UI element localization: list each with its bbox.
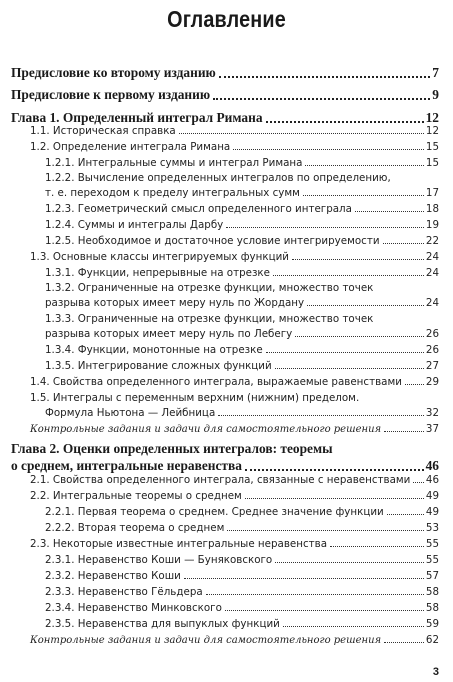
toc-chapter-2[interactable]	[11, 458, 439, 474]
toc-page-number: 12	[425, 125, 439, 137]
toc-section-1-2-3[interactable]	[45, 203, 439, 215]
toc-section-1-3-3[interactable]	[45, 328, 439, 340]
toc-section-1-2-2[interactable]	[45, 187, 439, 199]
toc-page-number: 24	[425, 251, 439, 263]
toc-page-number: 27	[425, 360, 439, 372]
toc-section-1-2-1[interactable]	[45, 157, 439, 169]
toc-page-number: 49	[425, 490, 439, 502]
toc-page-number: 18	[425, 203, 439, 215]
toc-entry-label: 1.3.1. Функции, непрерывные на отрезке	[45, 267, 270, 279]
dot-leader	[227, 530, 424, 531]
dot-leader	[405, 384, 424, 385]
toc-page-number: 62	[425, 634, 439, 646]
dot-leader	[179, 133, 424, 134]
toc-entry-label: Контрольные задания и задачи для самостоятельного решения	[30, 424, 382, 435]
toc-entry-preface-2nd[interactable]	[11, 65, 439, 81]
toc-page-number: 58	[425, 602, 439, 614]
toc-entry-preface-1st[interactable]	[11, 87, 439, 103]
toc-entry-label: 2.3.4. Неравенство Минковского	[45, 602, 222, 614]
toc-entry-label: 2.3.3. Неравенство Гёльдера	[45, 586, 203, 598]
toc-entry-label: 2.2.1. Первая теорема о среднем. Среднее значение функции	[45, 506, 384, 518]
dot-leader	[355, 211, 424, 212]
dot-leader	[275, 562, 424, 563]
toc-section-2-3-4[interactable]	[45, 602, 439, 614]
dot-leader	[245, 498, 424, 499]
toc-section-1-3-2[interactable]	[45, 297, 439, 309]
toc-page-number: 17	[425, 187, 439, 199]
dot-leader	[233, 149, 424, 150]
toc-entry-label: разрыва которых имеет меру нуль по Жордану	[45, 297, 305, 309]
toc-chapter-1[interactable]	[11, 110, 439, 126]
dot-leader	[206, 594, 424, 595]
toc-entry-label: 1.2.4. Суммы и интегралы Дарбу	[45, 219, 224, 231]
toc-page-number: 53	[425, 522, 439, 534]
dot-leader	[307, 305, 424, 306]
toc-section-1-2-5[interactable]	[45, 235, 439, 247]
toc-entry-label: 2.3. Некоторые известные интегральные неравенства	[30, 538, 328, 550]
toc-section-1-5-line1: 1.5. Интегралы с переменным верхним (нижним) пределом.	[30, 392, 360, 404]
dot-leader	[387, 514, 424, 515]
toc-entry-label: 1.3. Основные классы интегрируемых функций	[30, 251, 289, 263]
toc-entry-label: 1.2.5. Необходимое и достаточное условие интегрируемости	[45, 235, 380, 247]
toc-page-number: 46	[425, 474, 439, 486]
toc-section-2-1[interactable]	[30, 474, 439, 486]
toc-entry-label: Предисловие ко второму изданию	[11, 65, 216, 80]
toc-section-2-3-2[interactable]	[45, 570, 439, 582]
dot-leader	[384, 431, 424, 432]
toc-section-1-4[interactable]	[30, 376, 439, 388]
toc-page-number: 26	[425, 328, 439, 340]
toc-section-2-2-2[interactable]	[45, 522, 439, 534]
toc-page-number: 59	[425, 618, 439, 630]
toc-entry-label: 1.2.1. Интегральные суммы и интеграл Римана	[45, 157, 303, 169]
dot-leader	[266, 352, 424, 353]
toc-page-number: 29	[425, 376, 439, 388]
dot-leader	[384, 642, 424, 643]
toc-control-tasks-1[interactable]	[30, 423, 439, 435]
toc-page-number: 12	[425, 110, 439, 125]
toc-section-2-3-5[interactable]	[45, 618, 439, 630]
dot-leader	[273, 275, 424, 276]
toc-section-2-2-1[interactable]	[45, 506, 439, 518]
page-title: Оглавление	[167, 6, 286, 32]
toc-section-1-2[interactable]	[30, 141, 439, 153]
dot-leader	[295, 336, 424, 337]
toc-entry-label: 2.3.2. Неравенство Коши	[45, 570, 181, 582]
dot-leader	[413, 482, 424, 483]
toc-entry-label: 2.3.1. Неравенство Коши — Буняковского	[45, 554, 273, 566]
toc-page-number: 15	[425, 141, 439, 153]
toc-section-2-3-3[interactable]	[45, 586, 439, 598]
toc-section-1-1[interactable]	[30, 125, 439, 137]
dot-leader	[266, 121, 424, 123]
toc-section-1-3-2-line1: 1.3.2. Ограниченные на отрезке функции, множество точек	[45, 282, 374, 294]
toc-entry-label: 2.3.5. Неравенства для выпуклых функций	[45, 618, 280, 630]
toc-section-2-2[interactable]	[30, 490, 439, 502]
toc-section-2-3[interactable]	[30, 538, 439, 550]
toc-page-number: 55	[425, 538, 439, 550]
toc-page-number: 9	[432, 87, 439, 102]
page-number: 3	[432, 666, 439, 678]
toc-entry-label: Контрольные задания и задачи для самостоятельного решения	[30, 635, 382, 646]
dot-leader	[330, 546, 424, 547]
dot-leader	[292, 259, 424, 260]
toc-entry-label: разрыва которых имеет меру нуль по Лебегу	[45, 328, 293, 340]
dot-leader	[275, 368, 424, 369]
dot-leader	[383, 243, 424, 244]
toc-entry-label: т. е. переходом к пределу интегральных сумм	[45, 187, 300, 199]
toc-section-1-3-4[interactable]	[45, 344, 439, 356]
toc-entry-label: Формула Ньютона — Лейбница	[45, 407, 216, 419]
toc-page-number: 26	[425, 344, 439, 356]
toc-page-number: 57	[425, 570, 439, 582]
toc-entry-label: 1.4. Свойства определенного интеграла, выражаемые равенствами	[30, 376, 402, 388]
toc-entry-label: 2.2. Интегральные теоремы о среднем	[30, 490, 242, 502]
dot-leader	[226, 227, 424, 228]
toc-page-number: 7	[432, 65, 439, 80]
dot-leader	[283, 626, 424, 627]
toc-section-1-2-2-line1: 1.2.2. Вычисление определенных интегралов по определению,	[45, 172, 391, 184]
dot-leader	[225, 610, 424, 611]
toc-entry-label: 1.1. Историческая справка	[30, 125, 176, 137]
toc-entry-label: Глава 1. Определенный интеграл Римана	[11, 110, 263, 125]
toc-section-1-3[interactable]	[30, 251, 439, 263]
toc-page-number: 37	[425, 423, 439, 435]
dot-leader	[245, 469, 424, 471]
toc-page-number: 58	[425, 586, 439, 598]
toc-section-1-3-5[interactable]	[45, 360, 439, 372]
toc-section-2-3-1[interactable]	[45, 554, 439, 566]
toc-page-number: 24	[425, 297, 439, 309]
toc-page-number: 19	[425, 219, 439, 231]
dot-leader	[305, 165, 423, 166]
toc-page-number: 22	[425, 235, 439, 247]
toc-entry-label: 2.1. Свойства определенного интеграла, связанные с неравенствами	[30, 474, 411, 486]
toc-section-1-2-4[interactable]	[45, 219, 439, 231]
toc-page-number: 32	[425, 407, 439, 419]
toc-page-number: 49	[425, 506, 439, 518]
toc-entry-label: 1.3.4. Функции, монотонные на отрезке	[45, 344, 263, 356]
toc-control-tasks-2[interactable]	[30, 634, 439, 646]
toc-page-number: 15	[425, 157, 439, 169]
toc-section-1-3-1[interactable]	[45, 267, 439, 279]
toc-section-1-5[interactable]	[45, 407, 439, 419]
toc-entry-label: о среднем, интегральные неравенства	[11, 458, 242, 473]
dot-leader	[219, 76, 431, 78]
toc-entry-label: 1.3.5. Интегрирование сложных функций	[45, 360, 272, 372]
dot-leader	[218, 415, 424, 416]
toc-page-number: 24	[425, 267, 439, 279]
dot-leader	[184, 578, 424, 579]
toc-chapter-2-line1: Глава 2. Оценки определенных интегралов: теоремы	[11, 441, 333, 456]
toc-entry-label: 1.2. Определение интеграла Римана	[30, 141, 231, 153]
toc-page-number: 46	[425, 458, 439, 473]
toc-entry-label: Предисловие к первому изданию	[11, 87, 211, 102]
toc-entry-label: 2.2.2. Вторая теорема о среднем	[45, 522, 225, 534]
dot-leader	[303, 195, 424, 196]
toc-section-1-3-3-line1: 1.3.3. Ограниченные на отрезке функции, множество точек	[45, 313, 374, 325]
toc-entry-label: 1.2.3. Геометрический смысл определенного интеграла	[45, 203, 352, 215]
dot-leader	[213, 98, 430, 100]
toc-page-number: 55	[425, 554, 439, 566]
